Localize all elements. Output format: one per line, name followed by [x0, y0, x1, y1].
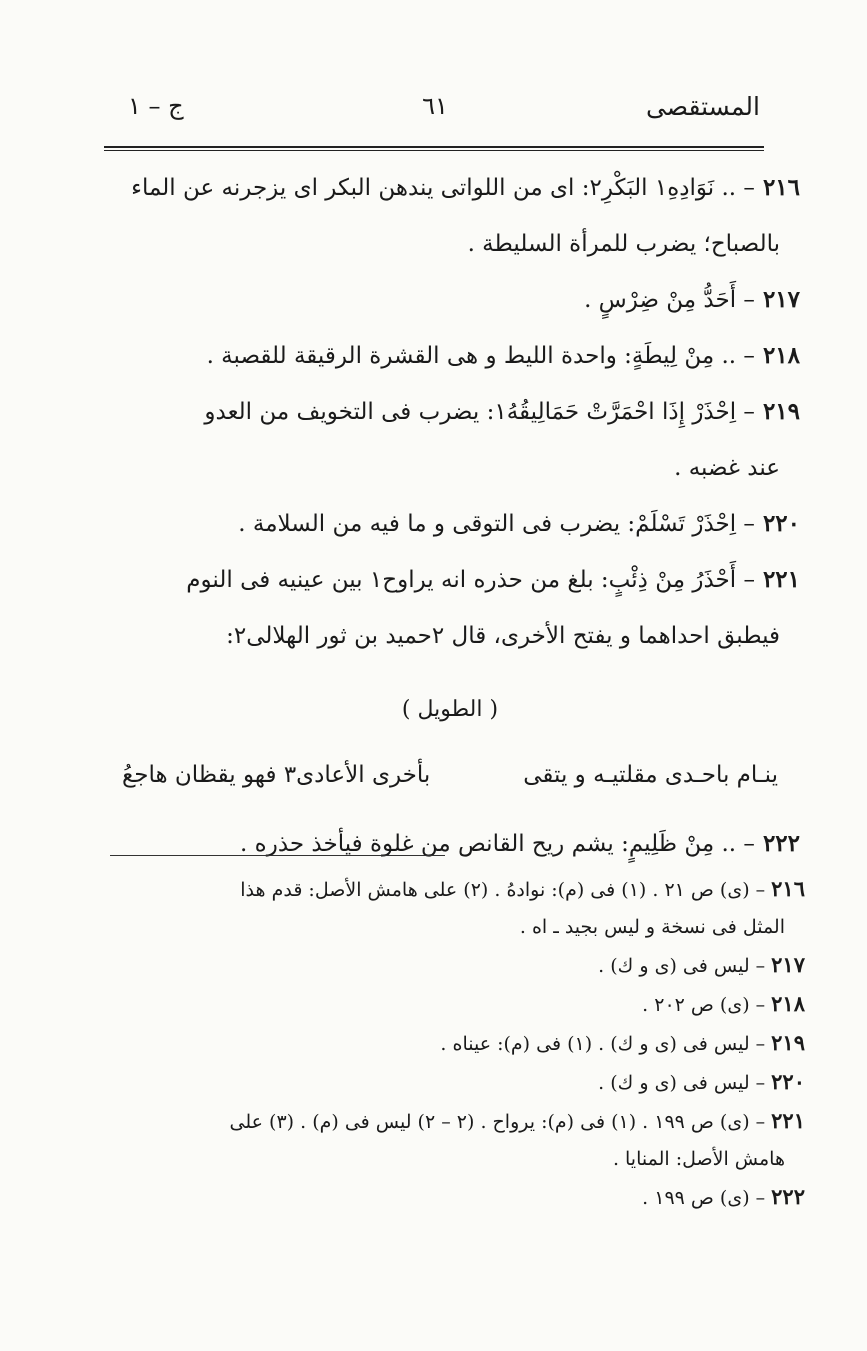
- book-title: المستقصى: [645, 92, 760, 121]
- note-218: ٢١٨– (ى) ص ٢٠٢ .: [642, 991, 805, 1016]
- entry-221: ٢٢١– أَحْذَرُ مِنْ ذِئْبٍ: بلغ من حذره انه يراوح١ بين عينيه فى النوم: [186, 566, 800, 593]
- footnote-rule: [110, 855, 445, 856]
- main-text: [100, 160, 800, 872]
- verse-line: [100, 756, 800, 816]
- entry-219: ٢١٩– اِحْذَرْ إِذَا احْمَرَّتْ حَمَالِيقُهُ١: يضرب فى التخويف من العدو: [204, 398, 800, 425]
- entry-222: ٢٢٢– .. مِنْ ظَلِيمٍ: يشم ريح القانص من غلوة فيأخذ حذره .: [240, 830, 800, 857]
- note-219: ٢١٩– ليس فى (ى و ك) . (١) فى (م): عيناه .: [440, 1030, 805, 1055]
- note-221-cont: هامش الأصل: المنايا .: [612, 1148, 785, 1170]
- volume-label: ج – ١: [128, 92, 184, 120]
- verse-hemistich-1: ينـام باحـدى مقلتيـه و يتقى: [523, 762, 778, 788]
- page-number: ٦١: [422, 92, 448, 120]
- poetic-meter: ( الطويل ): [401, 697, 499, 722]
- entry-216-cont: بالصباح؛ يضرب للمرأة السليطة .: [467, 231, 780, 257]
- footnotes: [100, 870, 805, 1217]
- note-216-cont: المثل فى نسخة و ليس بجيد ـ اه .: [519, 916, 785, 938]
- note-217: ٢١٧– ليس فى (ى و ك) .: [598, 952, 805, 977]
- entry-216: ٢١٦– .. نَوَادِهِ١ البَكْرِ٢: اى من اللواتى يندهن البكر اى يزجرنه عن الماء: [131, 174, 800, 201]
- entry-219-cont: عند غضبه .: [674, 455, 780, 481]
- verse-hemistich-2: بأخرى الأعادى٣ فهو يقظان هاجعُ: [122, 762, 431, 788]
- entry-221-cont: فيطبق احداهما و يفتح الأخرى، قال ٢حميد بن ثور الهلالى٢:: [226, 623, 780, 649]
- header-rule: [104, 146, 764, 148]
- header-rule-thin: [104, 150, 764, 151]
- running-head: [110, 88, 760, 128]
- note-222: ٢٢٢– (ى) ص ١٩٩ .: [642, 1184, 805, 1209]
- entry-218: ٢١٨– .. مِنْ لِيطَةٍ: واحدة الليط و هى القشرة الرقيقة للقصبة .: [206, 342, 800, 369]
- note-220: ٢٢٠– ليس فى (ى و ك) .: [598, 1069, 805, 1094]
- entry-217: ٢١٧– أَحَدُّ مِنْ ضِرْسٍ .: [584, 286, 800, 313]
- note-216: ٢١٦– (ى) ص ٢١ . (١) فى (م): نوادهُ . (٢) على هامش الأصل: قدم هذا: [240, 876, 805, 901]
- note-221: ٢٢١– (ى) ص ١٩٩ . (١) فى (م): يرواح . (٢ – ٢) ليس فى (م) . (٣) على: [229, 1108, 805, 1133]
- entry-220: ٢٢٠– اِحْذَرْ تَسْلَمْ: يضرب فى التوقى و ما فيه من السلامة .: [238, 510, 800, 537]
